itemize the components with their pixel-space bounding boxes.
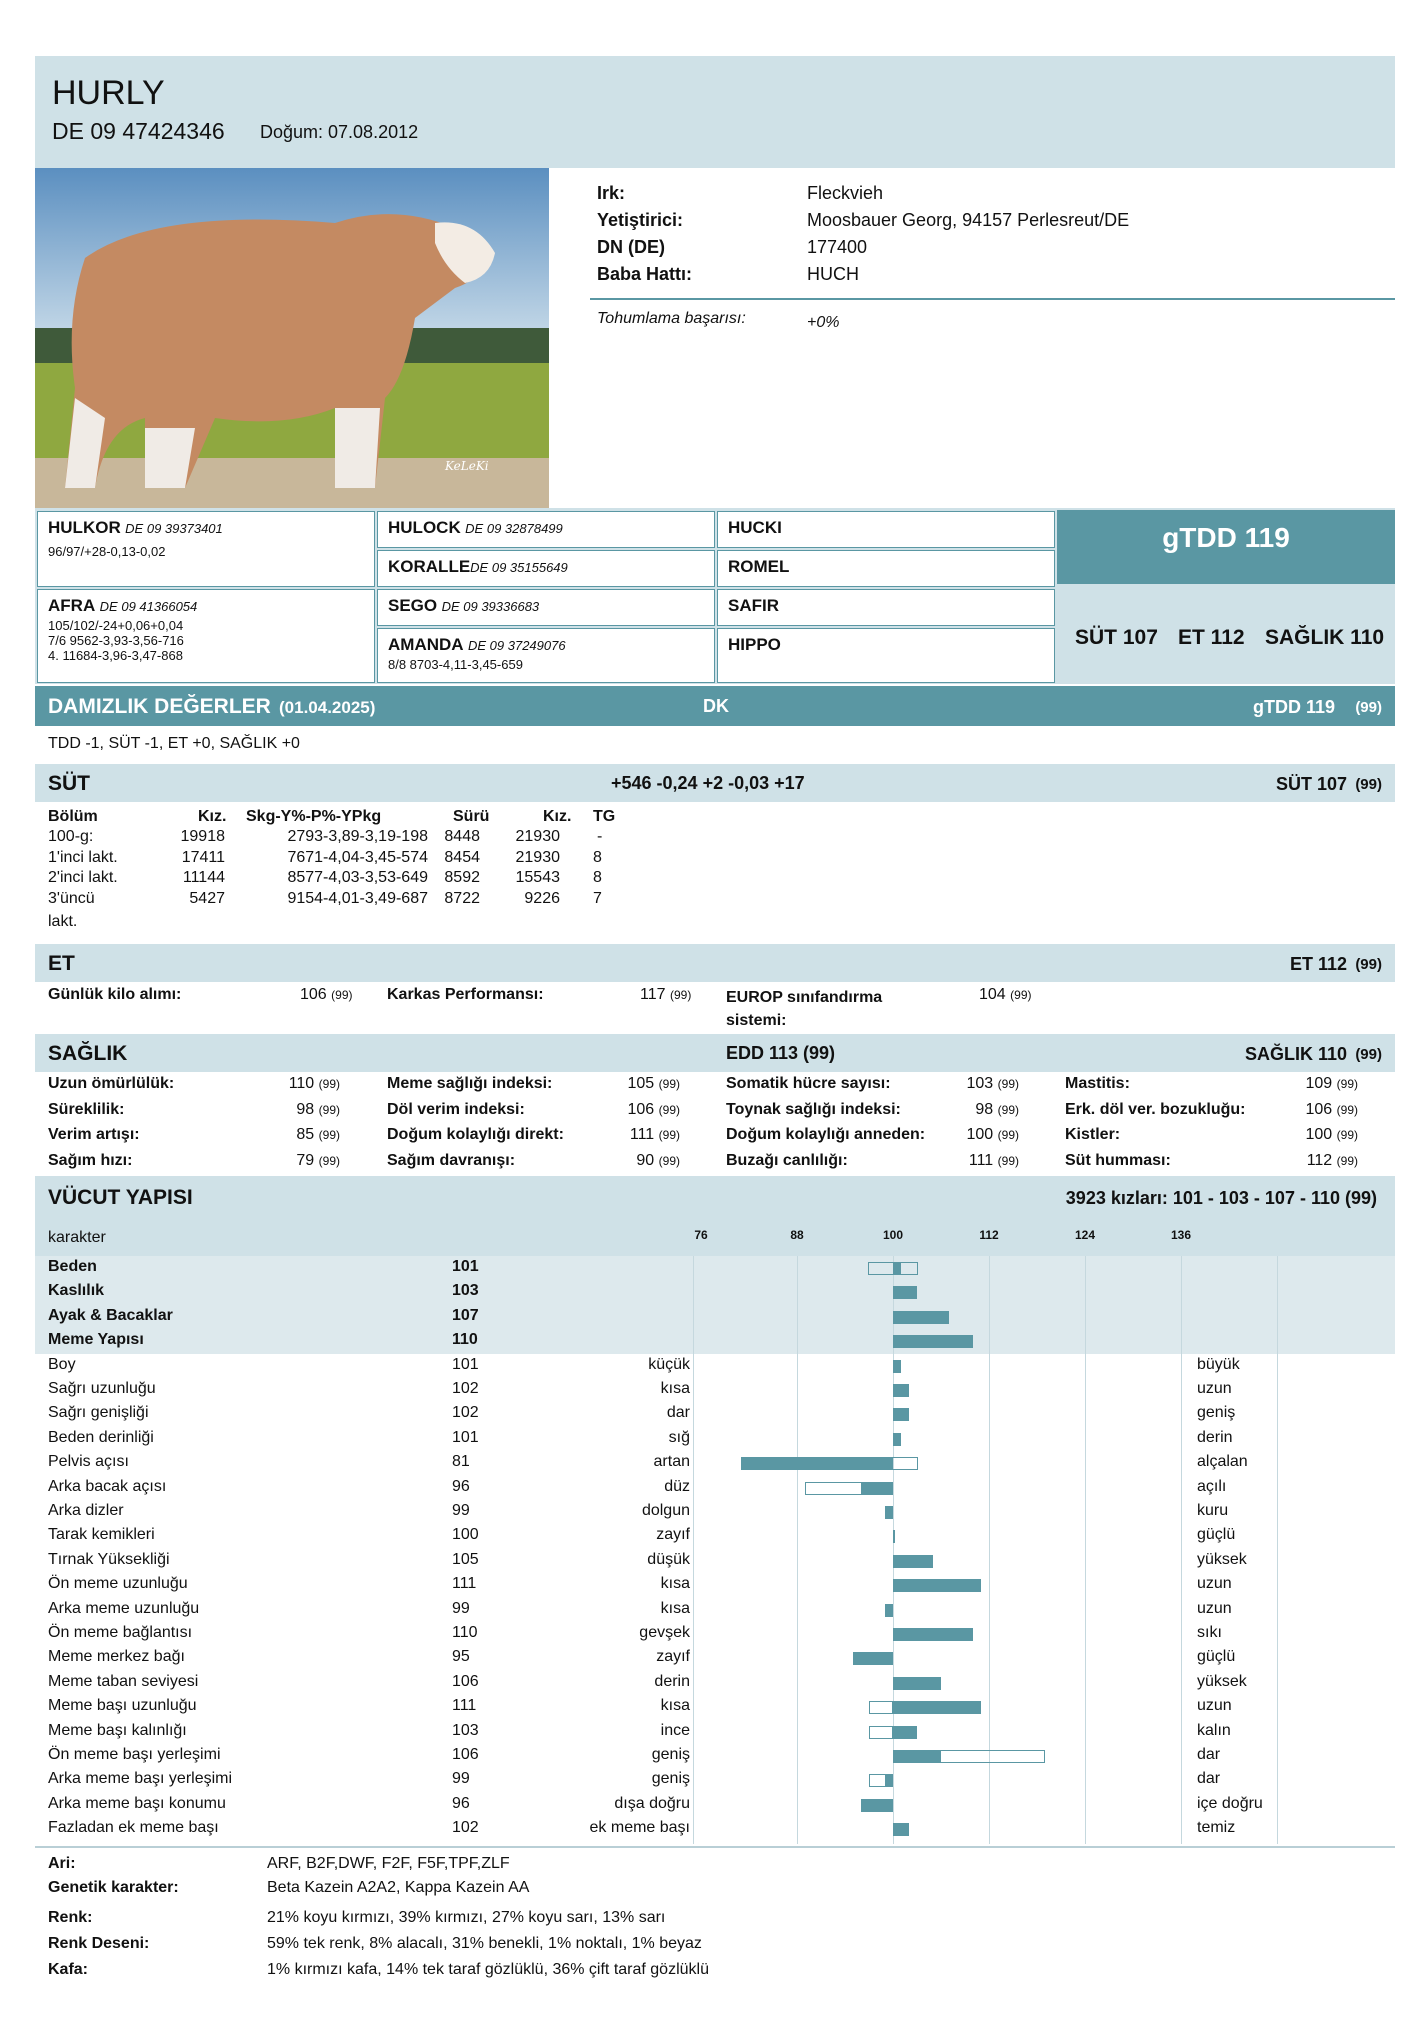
- trait-name: Meme Yapısı: [48, 1331, 144, 1349]
- meat-header: ET ET 112 (99): [35, 944, 1395, 982]
- milk-cell: 8592: [444, 869, 480, 886]
- trait-low-label: dar: [666, 1404, 690, 1422]
- trait-name: Arka dizler: [48, 1502, 124, 1519]
- info-label: Yetiştirici:: [597, 210, 684, 230]
- trait-value: 101: [452, 1428, 479, 1446]
- trait-value: 111: [452, 1697, 477, 1715]
- trait-value: 100: [452, 1526, 479, 1544]
- footer-label: Ari:: [48, 1855, 76, 1872]
- scale-tick-label: 76: [694, 1228, 708, 1242]
- info-value: Moosbauer Georg, 94157 Perlesreut/DE: [807, 210, 1130, 230]
- trait-bar: [893, 1530, 895, 1543]
- trait-name: Fazladan ek meme başı: [48, 1819, 219, 1837]
- milk-cell: 9226: [524, 889, 560, 907]
- trait-bar: [893, 1555, 933, 1568]
- health-label: Süreklilik:: [48, 1100, 125, 1118]
- info-row: [597, 234, 1129, 261]
- trait-name: Sağrı uzunluğu: [48, 1380, 156, 1397]
- trait-high-label: uzun: [1197, 1697, 1232, 1715]
- info-row: [597, 180, 1129, 207]
- trait-low-label: sığ: [668, 1428, 690, 1446]
- health-label: Kistler:: [1065, 1126, 1121, 1143]
- trait-low-label: zayıf: [656, 1526, 690, 1544]
- milk-header: SÜT +546 -0,24 +2 -0,03 +17 SÜT 107 (99): [35, 764, 1395, 802]
- insemination-label: Tohumlama başarısı:: [597, 310, 746, 327]
- scale-tick-label: 136: [1170, 1228, 1192, 1242]
- health-label: Süt humması:: [1065, 1151, 1171, 1169]
- meat-value-2: 104 (99): [979, 986, 1032, 1003]
- meat-label-0: Günlük kilo alımı:: [48, 986, 182, 1003]
- trait-high-label: kuru: [1197, 1502, 1229, 1519]
- trait-high-label: dar: [1197, 1746, 1221, 1763]
- breeding-values-header: DAMIZLIK DEĞERLER (01.04.2025) DK gTDD 119 (99): [35, 686, 1395, 726]
- bull-name: HURLY: [52, 74, 165, 112]
- trait-name: Ayak & Bacaklar: [48, 1306, 173, 1324]
- conformation-header: VÜCUT YAPISI 3923 kızları: 101 - 103 - 107 - 110 (99): [35, 1176, 1395, 1218]
- health-value: 109 (99): [1305, 1075, 1358, 1092]
- trait-bar: [893, 1823, 909, 1836]
- trait-high-label: temiz: [1197, 1819, 1236, 1837]
- health-value: 100 (99): [1305, 1126, 1358, 1143]
- trait-name: Beden: [48, 1258, 97, 1275]
- footer-value: Beta Kazein A2A2, Kappa Kazein AA: [267, 1879, 530, 1896]
- trait-high-label: dar: [1197, 1770, 1221, 1788]
- trait-high-label: geniş: [1197, 1404, 1236, 1422]
- trait-low-label: kısa: [660, 1380, 690, 1397]
- info-divider: [590, 298, 1395, 300]
- trait-name: Meme merkez bağı: [48, 1648, 185, 1666]
- milk-cell: 21930: [515, 848, 560, 866]
- gtdd-box: gTDD 119: [1057, 510, 1395, 584]
- pedigree-sd: KORALLEDE 09 35155649: [377, 550, 715, 587]
- birth-date: Doğum: 07.08.2012: [260, 122, 419, 142]
- trait-bar: [885, 1774, 893, 1787]
- trait-high-label: uzun: [1197, 1599, 1232, 1617]
- trait-bar: [741, 1457, 893, 1470]
- summary-box: SÜT 107 ET 112 SAĞLIK 110: [1075, 626, 1385, 649]
- trait-name: Meme başı uzunluğu: [48, 1697, 197, 1715]
- meat-label-2: EUROP sınıfandırma sistemi:: [726, 989, 883, 1029]
- trait-name: Arka meme uzunluğu: [48, 1599, 200, 1617]
- milk-cell: 5427: [189, 889, 225, 907]
- trait-name: Arka meme başı yerleşimi: [48, 1770, 233, 1788]
- trait-low-label: ek meme başı: [589, 1819, 690, 1837]
- milk-header-cell: TG: [593, 808, 616, 825]
- chart-gridline: [693, 1256, 694, 1844]
- trait-name: Kaslılık: [48, 1282, 105, 1300]
- trait-bar: [893, 1579, 981, 1592]
- scale-tick-label: 88: [790, 1228, 804, 1242]
- footer-value: 59% tek renk, 8% alacalı, 31% benekli, 1% noktalı, 1% beyaz: [267, 1935, 702, 1952]
- trait-value: 96: [452, 1794, 470, 1812]
- milk-cell: 21930: [515, 828, 560, 845]
- trait-name: Meme taban seviyesi: [48, 1672, 199, 1690]
- meat-value-1: 117 (99): [640, 986, 692, 1003]
- footer-label: Renk Deseni:: [48, 1935, 150, 1952]
- milk-header-cell: Kız.: [198, 808, 227, 825]
- trait-value: 96: [452, 1477, 470, 1495]
- trait-value: 106: [452, 1746, 479, 1763]
- scale-tick-label: 124: [1074, 1228, 1096, 1242]
- trait-name: Beden derinliği: [48, 1428, 154, 1446]
- trait-low-label: ince: [660, 1721, 690, 1739]
- bull-photo: [35, 168, 549, 508]
- health-label: Buzağı canlılığı:: [726, 1151, 848, 1169]
- milk-cell: 8: [593, 869, 602, 886]
- trait-name: Sağrı genişliği: [48, 1404, 149, 1422]
- trait-bar: [861, 1482, 893, 1495]
- trait-low-label: zayıf: [656, 1648, 690, 1666]
- trait-name: Ön meme uzunluğu: [48, 1575, 188, 1593]
- pedigree-sdd: ROMEL: [717, 550, 1055, 587]
- trait-high-label: uzun: [1197, 1575, 1232, 1593]
- trait-name: Tırnak Yüksekliği: [48, 1550, 170, 1568]
- pedigree-ss: HULOCK DE 09 32878499: [377, 511, 715, 548]
- trait-bar: [861, 1799, 893, 1812]
- health-label: Mastitis:: [1065, 1075, 1130, 1092]
- milk-cell: 9154-4,01-3,49-687: [287, 889, 428, 907]
- footer-label: Kafa:: [48, 1961, 89, 1978]
- pedigree-ds: SEGO DE 09 39336683: [377, 589, 715, 626]
- trait-low-label: düşük: [647, 1550, 690, 1568]
- sire-reg: DE 09 39373401: [125, 521, 223, 536]
- health-value: 100 (99): [966, 1126, 1019, 1143]
- trait-high-label: büyük: [1197, 1355, 1240, 1373]
- health-value: 90 (99): [636, 1151, 680, 1169]
- chart-gridline: [1085, 1256, 1086, 1844]
- trait-name: Tarak kemikleri: [48, 1526, 155, 1544]
- chart-gridline: [797, 1256, 798, 1844]
- pedigree-ddd: HIPPO: [717, 628, 1055, 683]
- trait-value: 103: [452, 1721, 479, 1739]
- sire-sub: 96/97/+28-0,13-0,02: [48, 544, 166, 559]
- trait-low-label: geniş: [651, 1770, 690, 1788]
- chart-gridline: [1277, 1256, 1278, 1844]
- trait-bar: [893, 1701, 981, 1714]
- milk-cell: 1'inci lakt.: [48, 848, 118, 866]
- trait-name: Boy: [48, 1355, 76, 1373]
- trait-high-label: derin: [1197, 1428, 1233, 1446]
- trait-low-label: gevşek: [639, 1624, 690, 1641]
- trait-value: 102: [452, 1819, 479, 1837]
- trait-bar: [893, 1726, 917, 1739]
- trait-bar: [893, 1628, 973, 1641]
- health-header: SAĞLIK EDD 113 (99) SAĞLIK 110 (99): [35, 1034, 1395, 1072]
- footer-label: Renk:: [48, 1909, 93, 1926]
- trait-value: 102: [452, 1380, 479, 1397]
- trait-low-label: kısa: [660, 1599, 690, 1617]
- milk-cell: 7671-4,04-3,45-574: [287, 848, 428, 866]
- trait-high-label: açılı: [1197, 1477, 1227, 1495]
- trait-high-label: yüksek: [1197, 1550, 1247, 1568]
- milk-header-cell: Kız.: [543, 808, 572, 825]
- health-value: 105 (99): [627, 1075, 680, 1092]
- trait-low-label: küçük: [648, 1355, 690, 1373]
- bull-registration: DE 09 47424346: [52, 118, 225, 144]
- pedigree-dd: AMANDA DE 09 37249076 8/8 8703-4,11-3,45-659: [377, 628, 715, 683]
- health-label: Meme sağlığı indeksi:: [387, 1075, 553, 1092]
- health-value: 98 (99): [296, 1100, 340, 1118]
- health-value: 85 (99): [296, 1126, 340, 1143]
- milk-cell: 8448: [444, 828, 480, 845]
- milk-cell: 8722: [444, 889, 480, 907]
- trait-value: 81: [452, 1453, 470, 1471]
- pedigree-sire: [37, 511, 375, 587]
- trait-value: 110: [452, 1624, 478, 1641]
- trait-value: 99: [452, 1599, 470, 1617]
- info-label: DN (DE): [597, 237, 665, 257]
- milk-cell: 2793-3,89-3,19-198: [287, 828, 428, 845]
- footer-label: Genetik karakter:: [48, 1879, 179, 1896]
- trait-low-label: derin: [654, 1672, 690, 1690]
- health-label: Döl verim indeksi:: [387, 1100, 525, 1118]
- trait-name: Pelvis açısı: [48, 1453, 129, 1471]
- footer-value: 21% koyu kırmızı, 39% kırmızı, 27% koyu sarı, 13% sarı: [267, 1909, 666, 1926]
- trait-bar: [893, 1408, 909, 1421]
- trait-bar: [893, 1360, 901, 1373]
- trait-low-label: dışa doğru: [614, 1794, 690, 1812]
- health-value: 106 (99): [1305, 1100, 1358, 1118]
- milk-cell: 8577-4,03-3,53-649: [287, 869, 428, 886]
- trait-daughter-bar: [869, 1726, 893, 1739]
- info-label: Irk:: [597, 183, 626, 203]
- trait-bar: [893, 1311, 949, 1324]
- trait-high-label: sıkı: [1197, 1624, 1222, 1641]
- health-label: Sağım hızı:: [48, 1151, 133, 1169]
- milk-cell: 19918: [180, 828, 225, 845]
- trait-value: 103: [452, 1282, 479, 1300]
- trait-bar: [893, 1335, 973, 1348]
- health-value: 106 (99): [627, 1100, 680, 1118]
- header-band: [35, 56, 1395, 168]
- milk-cell: 11144: [182, 869, 225, 886]
- trait-low-label: düz: [664, 1477, 690, 1495]
- trait-value: 101: [452, 1355, 479, 1373]
- milk-cell: 8454: [444, 848, 480, 866]
- footer-divider: [35, 1846, 1395, 1848]
- trait-high-label: uzun: [1197, 1380, 1232, 1397]
- info-table: [597, 180, 1129, 288]
- health-label: Uzun ömürlülük:: [48, 1075, 175, 1092]
- trait-bar: [893, 1677, 941, 1690]
- milk-cell: 7: [593, 889, 602, 907]
- milk-cell: -: [597, 828, 603, 845]
- pedigree-dam: AFRA DE 09 41366054 105/102/-24+0,06+0,04 7/6 9562-3,93-3,56-716 4. 11684-3,96-3,47-868: [37, 589, 375, 683]
- trait-value: 99: [452, 1770, 470, 1788]
- milk-cell: 3'üncü: [48, 889, 95, 907]
- scale-tick-label: 100: [882, 1228, 904, 1242]
- char-label: karakter: [48, 1229, 106, 1246]
- info-value: HUCH: [807, 264, 859, 284]
- trait-bar: [893, 1262, 901, 1275]
- trait-name: Ön meme bağlantısı: [48, 1624, 193, 1641]
- info-row: [597, 261, 1129, 288]
- trait-value: 111: [452, 1575, 477, 1593]
- health-value: 103 (99): [966, 1075, 1019, 1092]
- trait-high-label: güçlü: [1197, 1526, 1236, 1544]
- health-value: 112 (99): [1306, 1151, 1358, 1169]
- trait-bar: [893, 1750, 941, 1763]
- photo-credit: KeLeKi: [445, 459, 489, 473]
- milk-cell: 2'inci lakt.: [48, 869, 118, 886]
- health-value: 79 (99): [296, 1151, 340, 1169]
- milk-header-cell: Sürü: [453, 808, 490, 825]
- trait-high-label: alçalan: [1197, 1453, 1248, 1471]
- trait-low-label: dolgun: [641, 1502, 690, 1519]
- trait-bar: [885, 1506, 893, 1519]
- info-value: 177400: [807, 237, 868, 257]
- trait-high-label: kalın: [1197, 1721, 1231, 1739]
- trait-name: Meme başı kalınlığı: [48, 1721, 187, 1739]
- trait-bar: [893, 1433, 901, 1446]
- milk-table: [48, 808, 648, 938]
- health-value: 110 (99): [288, 1075, 340, 1092]
- chart-gridline: [1181, 1256, 1182, 1844]
- trait-value: 105: [452, 1550, 479, 1568]
- pedigree-sss: HUCKI: [717, 511, 1055, 548]
- trait-bar: [893, 1286, 917, 1299]
- info-value: Fleckvieh: [807, 183, 884, 203]
- milk-cell: 15543: [515, 869, 560, 886]
- health-label: Doğum kolaylığı direkt:: [387, 1126, 564, 1143]
- health-label: Sağım davranışı:: [387, 1151, 516, 1169]
- info-label: Baba Hattı:: [597, 264, 693, 284]
- health-label: Doğum kolaylığı anneden:: [726, 1126, 926, 1143]
- info-row: [597, 207, 1129, 234]
- milk-cell: 17411: [181, 848, 225, 866]
- footer-value: ARF, B2F,DWF, F2F, F5F,TPF,ZLF: [267, 1855, 510, 1872]
- health-value: 111 (99): [629, 1126, 680, 1143]
- trait-value: 107: [452, 1306, 479, 1324]
- trait-bar: [893, 1384, 909, 1397]
- trait-low-label: kısa: [660, 1575, 690, 1593]
- trait-value: 102: [452, 1404, 479, 1422]
- trait-value: 110: [452, 1331, 478, 1349]
- trait-low-label: geniş: [651, 1746, 690, 1763]
- health-label: Verim artışı:: [48, 1126, 140, 1143]
- trait-high-label: yüksek: [1197, 1672, 1247, 1690]
- trait-name: Arka meme başı konumu: [48, 1794, 226, 1812]
- milk-lakt: lakt.: [48, 913, 78, 930]
- conformation-summary-band: [35, 1256, 1395, 1354]
- insemination-value: +0%: [807, 314, 840, 331]
- trait-high-label: içe doğru: [1197, 1794, 1263, 1812]
- trait-bar: [885, 1604, 893, 1617]
- trait-low-label: kısa: [660, 1697, 690, 1715]
- health-label: Somatik hücre sayısı:: [726, 1075, 891, 1092]
- trait-value: 99: [452, 1502, 470, 1519]
- milk-header-cell: Bölüm: [48, 808, 98, 825]
- milk-cell: 8: [593, 848, 602, 866]
- footer-value: 1% kırmızı kafa, 14% tek taraf gözlüklü, 36% çift taraf gözlüklü: [267, 1961, 709, 1978]
- health-label: Toynak sağlığı indeksi:: [726, 1100, 901, 1118]
- health-value: 111 (99): [968, 1151, 1019, 1169]
- trait-high-label: güçlü: [1197, 1648, 1236, 1666]
- trait-name: Ön meme başı yerleşimi: [48, 1746, 221, 1763]
- milk-cell: 100-g:: [48, 828, 94, 845]
- sire-name: HULKOR: [48, 518, 121, 537]
- breeding-note: TDD -1, SÜT -1, ET +0, SAĞLIK +0: [48, 735, 300, 752]
- trait-value: 95: [452, 1648, 470, 1666]
- meat-label-1: Karkas Performansı:: [387, 986, 544, 1003]
- meat-value-0: 106 (99): [300, 986, 353, 1003]
- trait-bar: [853, 1652, 893, 1665]
- scale-tick-label: 112: [979, 1228, 999, 1242]
- pedigree-dss: SAFIR: [717, 589, 1055, 626]
- trait-daughter-bar: [869, 1701, 893, 1714]
- trait-value: 106: [452, 1672, 479, 1690]
- trait-name: Arka bacak açısı: [48, 1477, 167, 1495]
- trait-value: 101: [452, 1258, 479, 1275]
- health-label: Erk. döl ver. bozukluğu:: [1065, 1100, 1246, 1118]
- health-value: 98 (99): [975, 1100, 1019, 1118]
- trait-low-label: artan: [653, 1453, 690, 1471]
- milk-header-cell: Skg-Y%-P%-YPkg: [246, 808, 382, 825]
